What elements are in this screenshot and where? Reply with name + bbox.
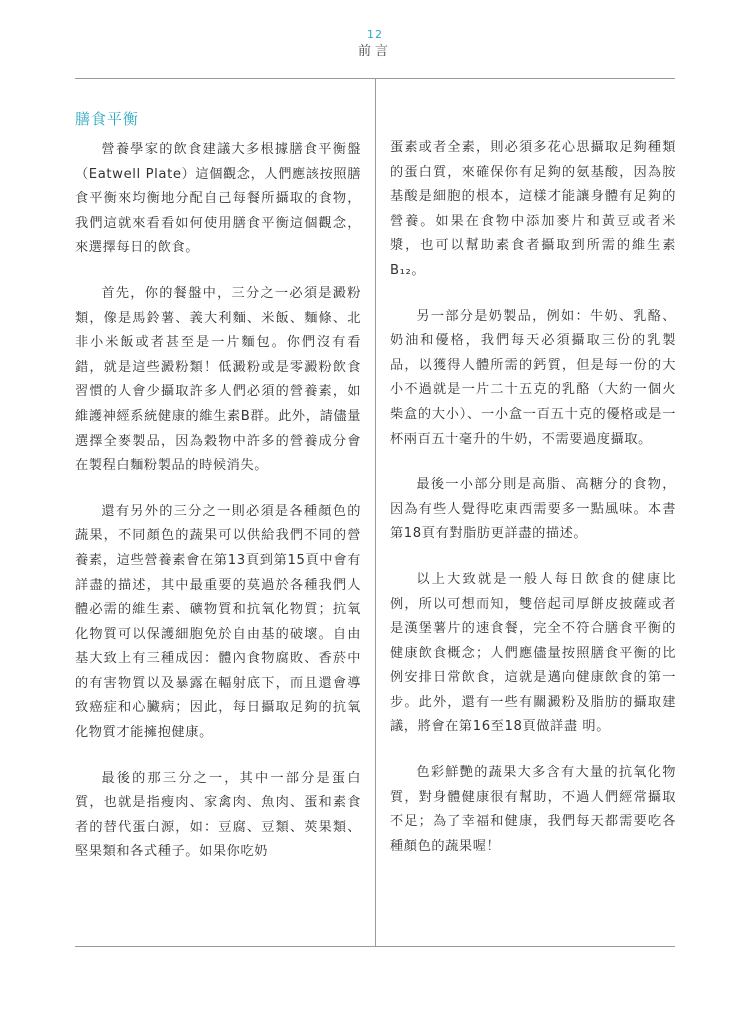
bottom-rule — [75, 946, 675, 947]
paragraph: 營養學家的飲食建議大多根據膳食平衡盤（Eatwell Plate）這個觀念，人們應該按照膳食平衡來均衡地分配自己每餐所攝取的食物，我們這就來看看如何使用膳食平衡這個觀念，來選擇每日的飲食。 — [75, 142, 361, 256]
paragraph: 還有另外的三分之一則必須是各種顏色的蔬果，不同顏色的蔬果可以供給我們不同的營養素，這些營養素會在第13頁到第15頁中會有詳盡的描述，其中最重要的莫過於各種我們人體必需的維生素、礦物質和抗氧化物質；抗氧化物質可以保護細胞免於自由基的破壞。自由基大致上有三種成因：體內食物腐敗、香菸中的有害物質以及暴露在輻射底下，而且還會導致癌症和心臟病；因此，每日攝取足夠的抗氧化物質才能擁抱健康。 — [75, 503, 361, 741]
paragraph: 首先，你的餐盤中，三分之一必須是澱粉類，像是馬鈴薯、義大利麵、米飯、麵條、北非小米飯或者甚至是一片麵包。你們沒有看錯，就是這些澱粉類！低澱粉或是零澱粉飲食習慣的人會少攝取許多人們必須的營養素，如維護神經系統健康的維生素B群。此外，請儘量選擇全麥製品，因為穀物中許多的營養成分會在製程白麵粉製品的時候消失。 — [75, 285, 361, 474]
left-column — [75, 100, 361, 886]
paragraph: 蛋素或者全素，則必須多花心思攝取足夠種類的蛋白質，來確保你有足夠的氨基酸，因為胺基酸是細胞的根本，這樣才能讓身體有足夠的營養。如果在食物中添加麥片和黃豆或者米漿，也可以幫助素食者攝取到所需的維生素B₁₂。 — [390, 140, 676, 278]
paragraph: 另一部分是奶製品，例如：牛奶、乳酪、奶油和優格，我們每天必須攝取三份的乳製品，以獲得人體所需的鈣質，但是每一份的大小不過就是一片二十五克的乳酪（大約一個火柴盒的大小）、一小盒一百五十克的優格或是一杯兩百五十毫升的牛奶，不需要過度攝取。 — [390, 308, 676, 447]
running-title: 前言 — [357, 44, 392, 59]
page-header — [0, 28, 750, 61]
paragraph: 色彩鮮艷的蔬果大多含有大量的抗氧化物質，對身體健康很有幫助，不過人們經常攝取不足；為了幸福和健康，我們每天都需要吃各種顏色的蔬果喔！ — [390, 765, 676, 854]
paragraph: 最後一小部分則是高脂、高糖分的食物，因為有些人覺得吃東西需要多一點風味。本書第18頁有對脂肪更詳盡的描述。 — [390, 477, 676, 542]
right-column — [390, 136, 676, 880]
section-title: 膳食平衡 — [75, 110, 140, 128]
page-number: 12 — [367, 28, 383, 41]
column-divider — [375, 78, 376, 946]
paragraph: 以上大致就是一般人每日飲食的健康比例，所以可想而知，雙倍起司厚餅皮披薩或者是漢堡薯片的速食餐，完全不符合膳食平衡的健康飲食概念；人們應儘量按照膳食平衡的比例安排日常飲食，這就是邁向健康飲食的第一步。此外，還有一些有關澱粉及脂肪的攝取建議，將會在第16至18頁做詳盡 明。 — [390, 571, 676, 735]
paragraph: 最後的那三分之一，其中一部分是蛋白質，也就是指瘦肉、家禽肉、魚肉、蛋和素食者的替代蛋白源，如：豆腐、豆類、莢果類、堅果類和各式種子。如果你吃奶 — [75, 770, 361, 860]
